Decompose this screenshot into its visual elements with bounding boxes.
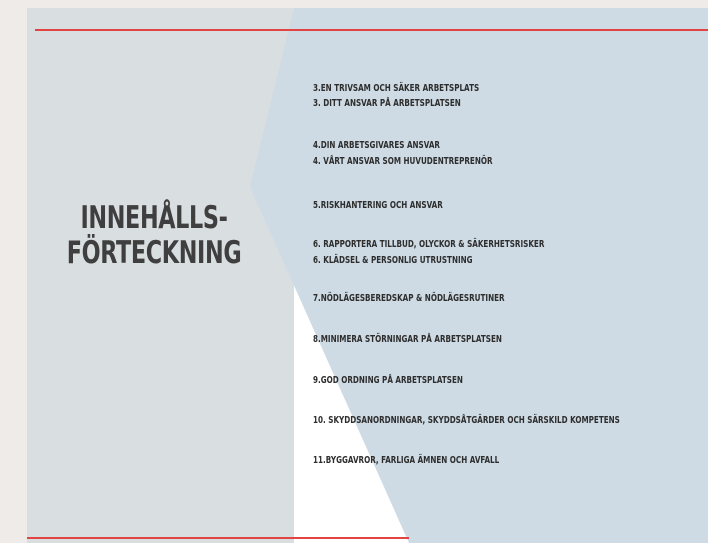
toc-item-8-storningar: 8.MINIMERA STÖRNINGAR PÅ ARBETSPLATSEN [313,334,502,345]
toc-item-4-huvudentreprenor: 4. VÅRT ANSVAR SOM HUVUDENTREPRENÖR [313,156,493,167]
toc-item-10-skyddsanordningar: 10. SKYDDSANORDNINGAR, SKYDDSÅTGÄRDER OCH SÄRSKILD KOMPETENS [313,415,620,426]
toc-item-3-trivsam: 3.EN TRIVSAM OCH SÄKER ARBETSPLATS [313,83,480,94]
toc-item-11-byggavror: 11.BYGGAVROR, FARLIGA ÄMNEN OCH AVFALL [313,455,500,466]
table-of-contents-title [27,201,281,271]
toc-item-6-rapportera: 6. RAPPORTERA TILLBUD, OLYCKOR & SÄKERHETSRISKER [313,239,545,250]
toc-item-6-kladsel: 6. KLÄDSEL & PERSONLIG UTRUSTNING [313,255,473,266]
toc-item-5-riskhantering: 5.RISKHANTERING OCH ANSVAR [313,200,443,211]
toc-item-4-arbetsgivare: 4.DIN ARBETSGIVARES ANSVAR [313,140,440,151]
title-line-1: INNEHÅLLS- [80,200,228,236]
title-line-2: FÖRTECKNING [66,235,242,271]
toc-item-7-nodlage: 7.NÖDLÄGESBEREDSKAP & NÖDLÄGESRUTINER [313,293,505,304]
toc-item-9-ordning: 9.GOD ORDNING PÅ ARBETSPLATSEN [313,375,463,386]
toc-item-3-ansvar: 3. DITT ANSVAR PÅ ARBETSPLATSEN [313,98,461,109]
toc-page [27,8,708,543]
table-of-contents-list [313,8,703,543]
